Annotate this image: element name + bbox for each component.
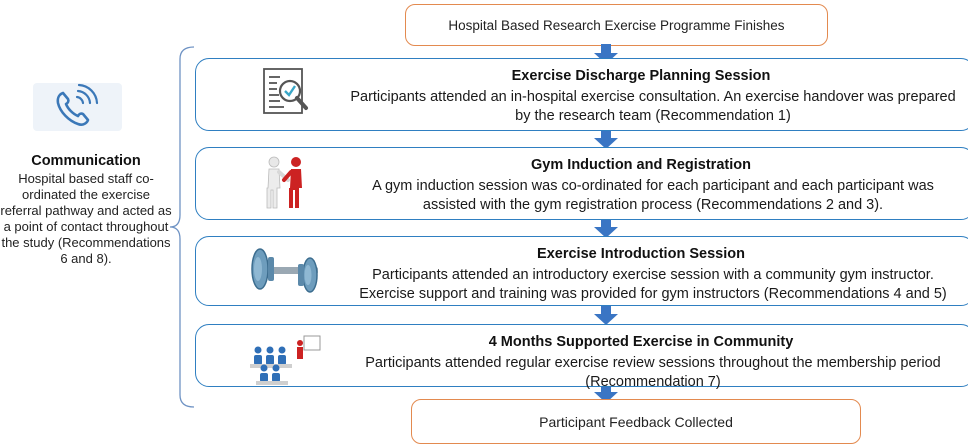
left-brace xyxy=(168,45,196,409)
classroom-presentation-icon xyxy=(244,328,324,388)
step-description: Participants attended an introductory exercise session with a community gym instructor. Exercise support and training was provided for gym instructors (Recommendations 4 and 5) xyxy=(359,267,947,302)
programme-finishes-box xyxy=(405,4,828,46)
feedback-collected-box xyxy=(411,399,861,444)
flow-arrow-down xyxy=(594,218,618,238)
step-discharge-planning xyxy=(195,58,968,131)
flow-arrow-down xyxy=(594,129,618,149)
handshake-figures-icon xyxy=(244,154,324,214)
flow-arrow-down xyxy=(594,305,618,325)
dumbbell-icon xyxy=(244,243,324,303)
phone-icon-box xyxy=(33,83,122,131)
communication-text: Hospital based staff co-ordinated the exercise referral pathway and acted as a point of contact throughout the study (Recommendations 6 and 8). xyxy=(0,171,172,266)
document-magnifier-icon xyxy=(244,65,324,125)
step-description: Participants attended an in-hospital exercise consultation. An exercise handover was prepared by the research team (Recommendation 1) xyxy=(350,89,956,124)
step-supported-exercise xyxy=(195,324,968,390)
step-gym-induction xyxy=(195,147,968,220)
step-title: Gym Induction and Registration xyxy=(531,157,751,173)
communication-title: Communication xyxy=(31,153,141,169)
step-exercise-introduction xyxy=(195,236,968,306)
step-description: Participants attended regular exercise review sessions throughout the membership period (Recommendation 7) xyxy=(365,355,941,390)
step-description: A gym induction session was co-ordinated for each participant and each participant was assisted with the gym registration process (Recommendations 2 and 3). xyxy=(372,178,934,213)
phone-icon xyxy=(33,83,122,131)
programme-finishes-label: Hospital Based Research Exercise Programme Finishes xyxy=(448,17,785,33)
step-title: Exercise Discharge Planning Session xyxy=(511,68,771,84)
step-title: 4 Months Supported Exercise in Community xyxy=(488,334,794,350)
feedback-collected-label: Participant Feedback Collected xyxy=(539,413,733,430)
step-title: Exercise Introduction Session xyxy=(537,246,745,262)
